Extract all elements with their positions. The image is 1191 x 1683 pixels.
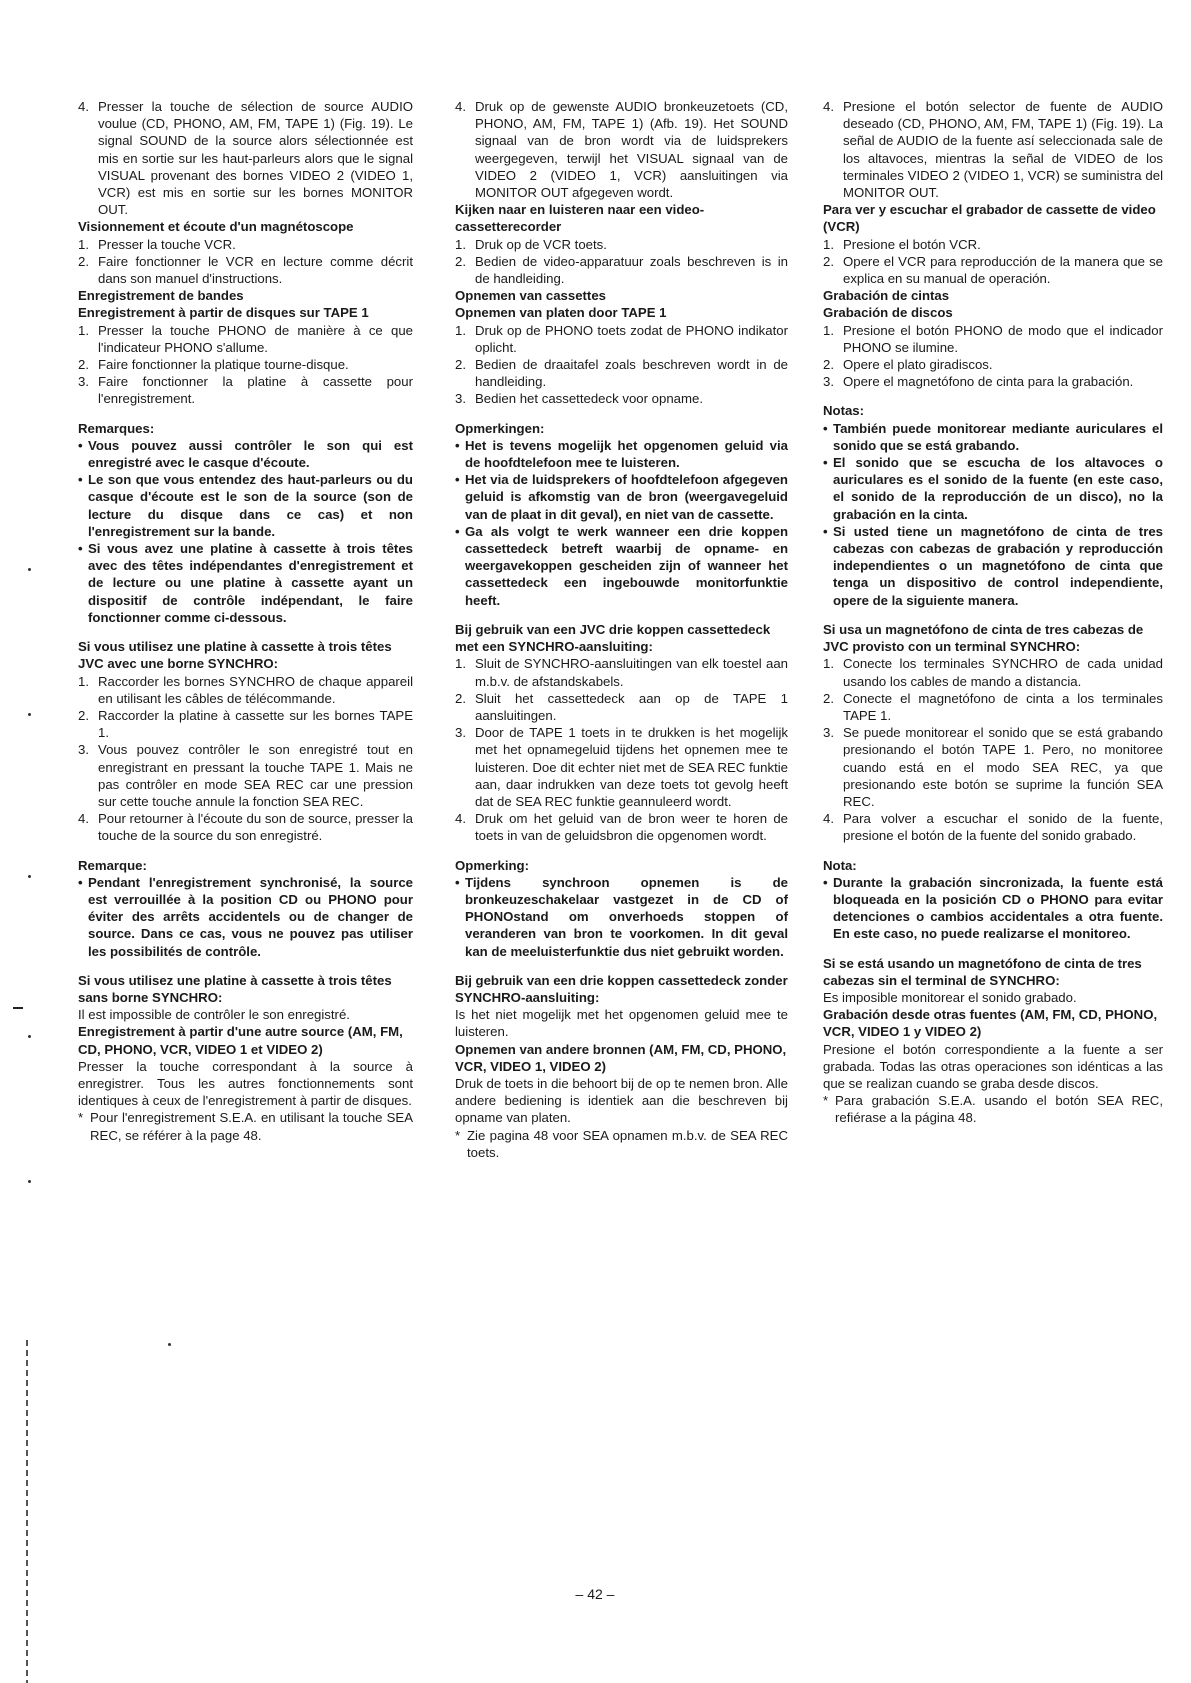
numbered-list (823, 236, 1163, 288)
list-item (823, 724, 1163, 810)
item-number: 1. (823, 322, 834, 338)
bullet-list (455, 874, 788, 960)
section-heading: Si usa un magnetófono de cinta de tres cabezas de JVC provisto con un terminal SYNCHRO: (823, 621, 1144, 655)
item-number: 2. (823, 253, 834, 269)
bullet-list (78, 437, 413, 626)
section-heading: Bij gebruik van een drie koppen cassettedeck zonder SYNCHRO-aansluiting: (455, 972, 788, 1005)
asterisk-icon: * (455, 1127, 461, 1143)
numbered-list (455, 322, 788, 408)
item-text: Opere el magnetófono de cinta para la grabación. (843, 374, 1134, 390)
item-number: 1. (78, 236, 89, 252)
bullet-item (78, 437, 413, 471)
item-number: 1. (823, 236, 834, 252)
item-number: 4. (78, 811, 89, 827)
list-item (78, 236, 413, 253)
section-heading: Enregistrement à partir d'une autre source (AM, FM, CD, PHONO, VCR, VIDEO 1 et VIDEO 2) (78, 1024, 403, 1057)
column-dutch (455, 98, 788, 1161)
list-item (78, 707, 413, 741)
list-item (78, 253, 413, 287)
numbered-list (823, 655, 1163, 844)
item-number: 1. (78, 322, 89, 338)
item-text: Conecte el magnetófono de cinta a los terminales TAPE 1. (843, 690, 1163, 723)
list-item (823, 356, 1163, 373)
paragraph: Presser la touche correspondant à la source à enregistrer. Tous les autres fonctionnements sont identiques à ceux de l'enregistrement à partir de disques. (78, 1058, 413, 1109)
bullet-icon: • (455, 874, 460, 890)
bullet-item (455, 523, 788, 609)
section-heading: Grabación desde otras fuentes (AM, FM, CD, PHONO, VCR, VIDEO 1 y VIDEO 2) (823, 1007, 1158, 1040)
asterisk-icon: * (78, 1110, 84, 1126)
item-number: 1. (78, 673, 89, 689)
item-number: 3. (823, 725, 834, 741)
bullet-text: Het is tevens mogelijk het opgenomen geluid via de hoofdtelefoon mee te luisteren. (465, 437, 788, 471)
item-text: Presser la touche VCR. (98, 236, 236, 252)
section-heading: Si vous utilisez une platine à cassette à trois têtes JVC avec une borne SYNCHRO: (78, 639, 392, 672)
item-text: Sluit de SYNCHRO-aansluitingen van elk toestel aan m.b.v. de afstandskabels. (475, 656, 788, 689)
item-text: Raccorder la platine à cassette sur les bornes TAPE 1. (98, 707, 413, 741)
bullet-item (823, 874, 1163, 943)
item-text: Raccorder les bornes SYNCHRO de chaque appareil en utilisant les câbles de télécommande. (98, 673, 413, 706)
page-number: – 42 – (575, 1586, 615, 1602)
paragraph: Druk de toets in die behoort bij de op te nemen bron. Alle andere bediening is identiek aan die beschreven bij opname van platen. (455, 1075, 788, 1126)
bullet-text: Het via de luidsprekers of hoofdtelefoon afgegeven geluid is afkomstig van de bron (weergavegeluid van de plaat in dit geval), en niet van de cassette. (465, 472, 788, 522)
item-text: Presser la touche PHONO de manière à ce que l'indicateur PHONO s'allume. (98, 322, 413, 355)
list-item (455, 236, 788, 253)
item-text: Conecte los terminales SYNCHRO de cada unidad usando los cables de mando a distancia. (843, 656, 1163, 689)
bullet-item (455, 437, 788, 471)
item-text: Bedien het cassettedeck voor opname. (475, 391, 703, 407)
item-number: 4. (455, 99, 466, 114)
item-text: Opere el VCR para reproducción de la manera que se explica en su manual de operación. (843, 253, 1163, 287)
item-text: Opere el plato giradiscos. (843, 357, 993, 373)
bullet-icon: • (823, 420, 828, 436)
numbered-list (78, 98, 413, 218)
section-heading: Remarque: (78, 857, 147, 873)
bullet-text: Vous pouvez aussi contrôler le son qui est enregistré avec le casque d'écoute. (88, 437, 413, 471)
bullet-icon: • (455, 437, 460, 453)
bullet-icon: • (823, 874, 828, 890)
section-heading: Nota: (823, 857, 857, 873)
list-item (823, 236, 1163, 253)
item-text: Se puede monitorear el sonido que se está grabando presionando el botón TAPE 1. Pero, no monitoree cuando está en el modo SEA REC, ya que presionando este botón se suprime la función SEA REC. (843, 725, 1163, 809)
item-number: 4. (455, 811, 466, 827)
item-number: 2. (78, 707, 89, 723)
list-item (455, 98, 788, 201)
column-spanish (823, 98, 1163, 1127)
numbered-list (78, 322, 413, 408)
item-text: Presser la touche de sélection de source AUDIO voulue (CD, PHONO, AM, FM, TAPE 1) (Fig. 19). Le signal SOUND de la source alors sélectionnée est mis en sortie sur les haut-parleurs alors que le signal VISUAL provenant des bornes VIDEO 2 (VIDEO 1, VCR) est mis en sortie sur les bornes MONITOR OUT. (98, 99, 413, 218)
list-item (455, 253, 788, 287)
item-number: 2. (455, 690, 466, 706)
section-heading: Grabación de discos (823, 305, 953, 321)
column-french (78, 98, 413, 1144)
item-number: 1. (455, 656, 466, 672)
bullet-text: Tijdens synchroon opnemen is de bronkeuzeschakelaar vastgezet in de CD of PHONOstand om onverhoeds stoppen of veranderen van bron te voorkomen. In dit geval kan de meeluisterfunktie dus niet gebruikt worden. (465, 874, 788, 959)
list-item (78, 673, 413, 707)
section-heading: Visionnement et écoute d'un magnétoscope (78, 219, 354, 235)
list-item (823, 690, 1163, 724)
scan-speck (28, 875, 31, 878)
item-number: 2. (78, 357, 89, 373)
paragraph: Es imposible monitorear el sonido grabado. (823, 989, 1077, 1005)
item-number: 3. (823, 374, 834, 390)
bullet-text: Pendant l'enregistrement synchronisé, la source est verrouillée à la position CD ou PHONO pour éviter des arrêts accidentels ou de changer de source. Dans ce cas, vous ne pouvez pas utiliser les possibilités de contrôle. (88, 874, 413, 959)
scan-speck (28, 568, 31, 571)
paragraph: Presione el botón correspondiente a la fuente a ser grabada. Todas las otras operaciones son idénticas a las que se realizan cuando se graba desde discos. (823, 1041, 1163, 1091)
list-item (455, 356, 788, 390)
scan-speck (28, 1180, 31, 1183)
bullet-item (823, 454, 1163, 523)
section-heading: Remarques: (78, 420, 155, 436)
footnote (823, 1092, 1163, 1126)
item-number: 3. (78, 374, 89, 390)
item-text: Sluit het cassettedeck aan op de TAPE 1 aansluitingen. (475, 690, 788, 723)
bullet-icon: • (78, 541, 83, 557)
footnote (78, 1109, 413, 1143)
list-item (455, 810, 788, 844)
section-heading: Grabación de cintas (823, 288, 950, 304)
list-item (78, 373, 413, 407)
list-item (78, 356, 413, 373)
paragraph: Is het niet mogelijk met het opgenomen geluid mee te luisteren. (455, 1007, 788, 1040)
item-number: 3. (78, 742, 89, 758)
bullet-item (455, 874, 788, 960)
item-text: Door de TAPE 1 toets in te drukken is het mogelijk met het opnamegeluid tijdens het opnemen mee te luisteren. Doe dit echter niet met de SEA REC funktie aan, daar indrukken van deze toets tot gevolg heeft dat de SEA REC funktie geannuleerd wordt. (475, 725, 788, 809)
item-text: Presione el botón PHONO de modo que el indicador PHONO se ilumine. (843, 322, 1163, 355)
bullet-item (78, 874, 413, 960)
item-number: 2. (823, 690, 834, 706)
bullet-list (823, 420, 1163, 609)
list-item (823, 373, 1163, 390)
bullet-text: Si usted tiene un magnetófono de cinta de tres cabezas con cabezas de grabación y reproducción independientes o un magnetófono de cinta que tenga un dispositivo de control independiente, opere de la siguiente manera. (833, 523, 1163, 608)
item-number: 1. (455, 236, 466, 252)
item-number: 2. (455, 253, 466, 269)
asterisk-icon: * (823, 1093, 829, 1109)
list-item (823, 322, 1163, 356)
item-number: 2. (455, 357, 466, 373)
section-heading: Bij gebruik van een JVC drie koppen cassettedeck met een SYNCHRO-aansluiting: (455, 621, 771, 655)
section-heading: Si se está usando un magnetófono de cinta de tres cabezas sin el terminal de SYNCHRO: (823, 955, 1142, 988)
bullet-text: El sonido que se escucha de los altavoces o auriculares es el sonido de la fuente (en este caso, el sonido de la reproducción de un disco), no la grabación en la cinta. (833, 455, 1163, 522)
list-item (78, 741, 413, 810)
item-number: 3. (455, 391, 466, 407)
bullet-icon: • (455, 523, 460, 539)
scan-speck (168, 1343, 171, 1346)
bullet-icon: • (823, 455, 828, 471)
list-item (455, 390, 788, 407)
item-text: Pour retourner à l'écoute du son de source, presser la touche de la source du son enregistré. (98, 811, 413, 844)
numbered-list (455, 655, 788, 844)
list-item (78, 322, 413, 356)
bullet-icon: • (455, 472, 460, 488)
item-text: Vous pouvez contrôler le son enregistré tout en enregistrant en pressant la touche TAPE 1. Mais ne pas contrôler en mode SEA REC car une pression sur cette touche annule la fonction SEA REC. (98, 742, 413, 809)
bullet-text: Le son que vous entendez des haut-parleurs ou du casque d'écoute est le son de la source (son de lecture du disque dans ce cas) et non l'enregistrement sur la bande. (88, 472, 413, 539)
numbered-list (455, 236, 788, 288)
item-text: Druk op de VCR toets. (475, 236, 607, 252)
item-text: Bedien de draaitafel zoals beschreven wordt in de handleiding. (475, 357, 788, 390)
numbered-list (78, 673, 413, 845)
section-heading: Opnemen van cassettes (455, 288, 606, 304)
footnote-text: Pour l'enregistrement S.E.A. en utilisant la touche SEA REC, se référer à la page 48. (90, 1110, 413, 1143)
section-heading: Opmerking: (455, 857, 530, 873)
list-item (78, 810, 413, 844)
section-heading: Notas: (823, 403, 865, 419)
section-heading: Si vous utilisez une platine à cassette à trois têtes sans borne SYNCHRO: (78, 972, 392, 1005)
list-item (455, 690, 788, 724)
bullet-list (455, 437, 788, 609)
bullet-icon: • (823, 523, 828, 539)
bullet-icon: • (78, 874, 83, 890)
numbered-list (823, 322, 1163, 391)
bullet-item (78, 540, 413, 626)
item-text: Druk op de PHONO toets zodat de PHONO indikator oplicht. (475, 322, 788, 355)
item-number: 1. (455, 322, 466, 338)
list-item (823, 253, 1163, 287)
item-number: 1. (823, 656, 834, 672)
section-heading: Opmerkingen: (455, 420, 545, 436)
item-number: 2. (78, 253, 89, 269)
bullet-text: También puede monitorear mediante auriculares el sonido que se está grabando. (833, 420, 1163, 453)
section-heading: Opnemen van andere bronnen (AM, FM, CD, PHONO, VCR, VIDEO 1, VIDEO 2) (455, 1041, 787, 1074)
item-number: 4. (78, 99, 89, 114)
numbered-list (455, 98, 788, 201)
section-heading: Kijken naar en luisteren naar een video-cassetterecorder (455, 202, 705, 235)
section-heading: Para ver y escuchar el grabador de cassette de video (VCR) (823, 202, 1156, 235)
item-number: 4. (823, 99, 834, 114)
list-item (455, 724, 788, 810)
item-number: 4. (823, 811, 834, 827)
item-number: 2. (823, 357, 834, 373)
section-heading: Opnemen van platen door TAPE 1 (455, 305, 667, 321)
list-item (455, 322, 788, 356)
list-item (823, 98, 1163, 201)
bullet-item (78, 471, 413, 540)
item-text: Para volver a escuchar el sonido de la fuente, presione el botón de la fuente del sonido grabado. (843, 811, 1163, 844)
numbered-list (823, 98, 1163, 201)
bullet-icon: • (78, 472, 83, 488)
item-text: Presione el botón selector de fuente de AUDIO deseado (CD, PHONO, AM, FM, TAPE 1) (Fig. 19). La señal de AUDIO de la fuente así seleccionada sale de los altavoces, mientras la señal de VIDEO de los terminales VIDEO 2 (VIDEO 1, VCR) se suministra del MONITOR OUT. (843, 99, 1163, 201)
item-number: 3. (455, 725, 466, 741)
scan-speck (28, 1035, 31, 1038)
bullet-text: Durante la grabación sincronizada, la fuente está bloqueada en la posición CD o PHONO para evitar detenciones o cambios accidentales a otra fuente. En este caso, no puede realizarse el monitoreo. (833, 874, 1163, 942)
paragraph: Il est impossible de contrôler le son enregistré. (78, 1007, 350, 1023)
scan-speck (28, 713, 31, 716)
item-text: Druk om het geluid van de bron weer te horen de toets in van de geluidsbron die opgenomen wordt. (475, 811, 788, 844)
item-text: Bedien de video-apparatuur zoals beschreven is in de handleiding. (475, 253, 788, 287)
list-item (823, 810, 1163, 844)
footnote-text: Zie pagina 48 voor SEA opnamen m.b.v. de SEA REC toets. (467, 1127, 788, 1160)
bullet-icon: • (78, 437, 83, 453)
list-item (455, 655, 788, 689)
list-item (78, 98, 413, 218)
binding-edge (26, 1340, 28, 1683)
item-text: Presione el botón VCR. (843, 236, 981, 252)
bullet-item (823, 523, 1163, 609)
bullet-list (78, 874, 413, 960)
bullet-text: Ga als volgt te werk wanneer een drie koppen cassettedeck betreft waarbij de opname- en weergavekoppen gescheiden zijn of wanneer het cassettedeck een ingebouwde monitorfunktie heeft. (465, 523, 788, 608)
footnote-text: Para grabación S.E.A. usando el botón SEA REC, refiérase a la página 48. (835, 1093, 1163, 1126)
item-text: Faire fonctionner la platique tourne-disque. (98, 357, 349, 373)
item-text: Faire fonctionner la platine à cassette pour l'enregistrement. (98, 374, 413, 407)
numbered-list (78, 236, 413, 288)
bullet-item (823, 420, 1163, 454)
margin-mark (13, 1007, 23, 1009)
section-heading: Enregistrement à partir de disques sur TAPE 1 (78, 305, 369, 321)
bullet-list (823, 874, 1163, 943)
section-heading: Enregistrement de bandes (78, 288, 244, 304)
bullet-text: Si vous avez une platine à cassette à trois têtes avec des têtes indépendantes d'enregistrement et de lecture ou une platine à cassette ayant un dispositif de contrôle indépendant, le faire fonctionner comme ci-dessous. (88, 541, 413, 625)
item-text: Druk op de gewenste AUDIO bronkeuzetoets (CD, PHONO, AM, FM, TAPE 1) (Afb. 19). Het SOUND signaal van de bron wordt via de luidsprekers weergegeven, terwijl het VISUAL signaal van de VIDEO 2 (VIDEO 1, VCR) aansluitingen via MONITOR OUT afgegeven wordt. (475, 99, 788, 201)
list-item (823, 655, 1163, 689)
bullet-item (455, 471, 788, 523)
item-text: Faire fonctionner le VCR en lecture comme décrit dans son manuel d'instructions. (98, 253, 413, 287)
footnote (455, 1127, 788, 1161)
